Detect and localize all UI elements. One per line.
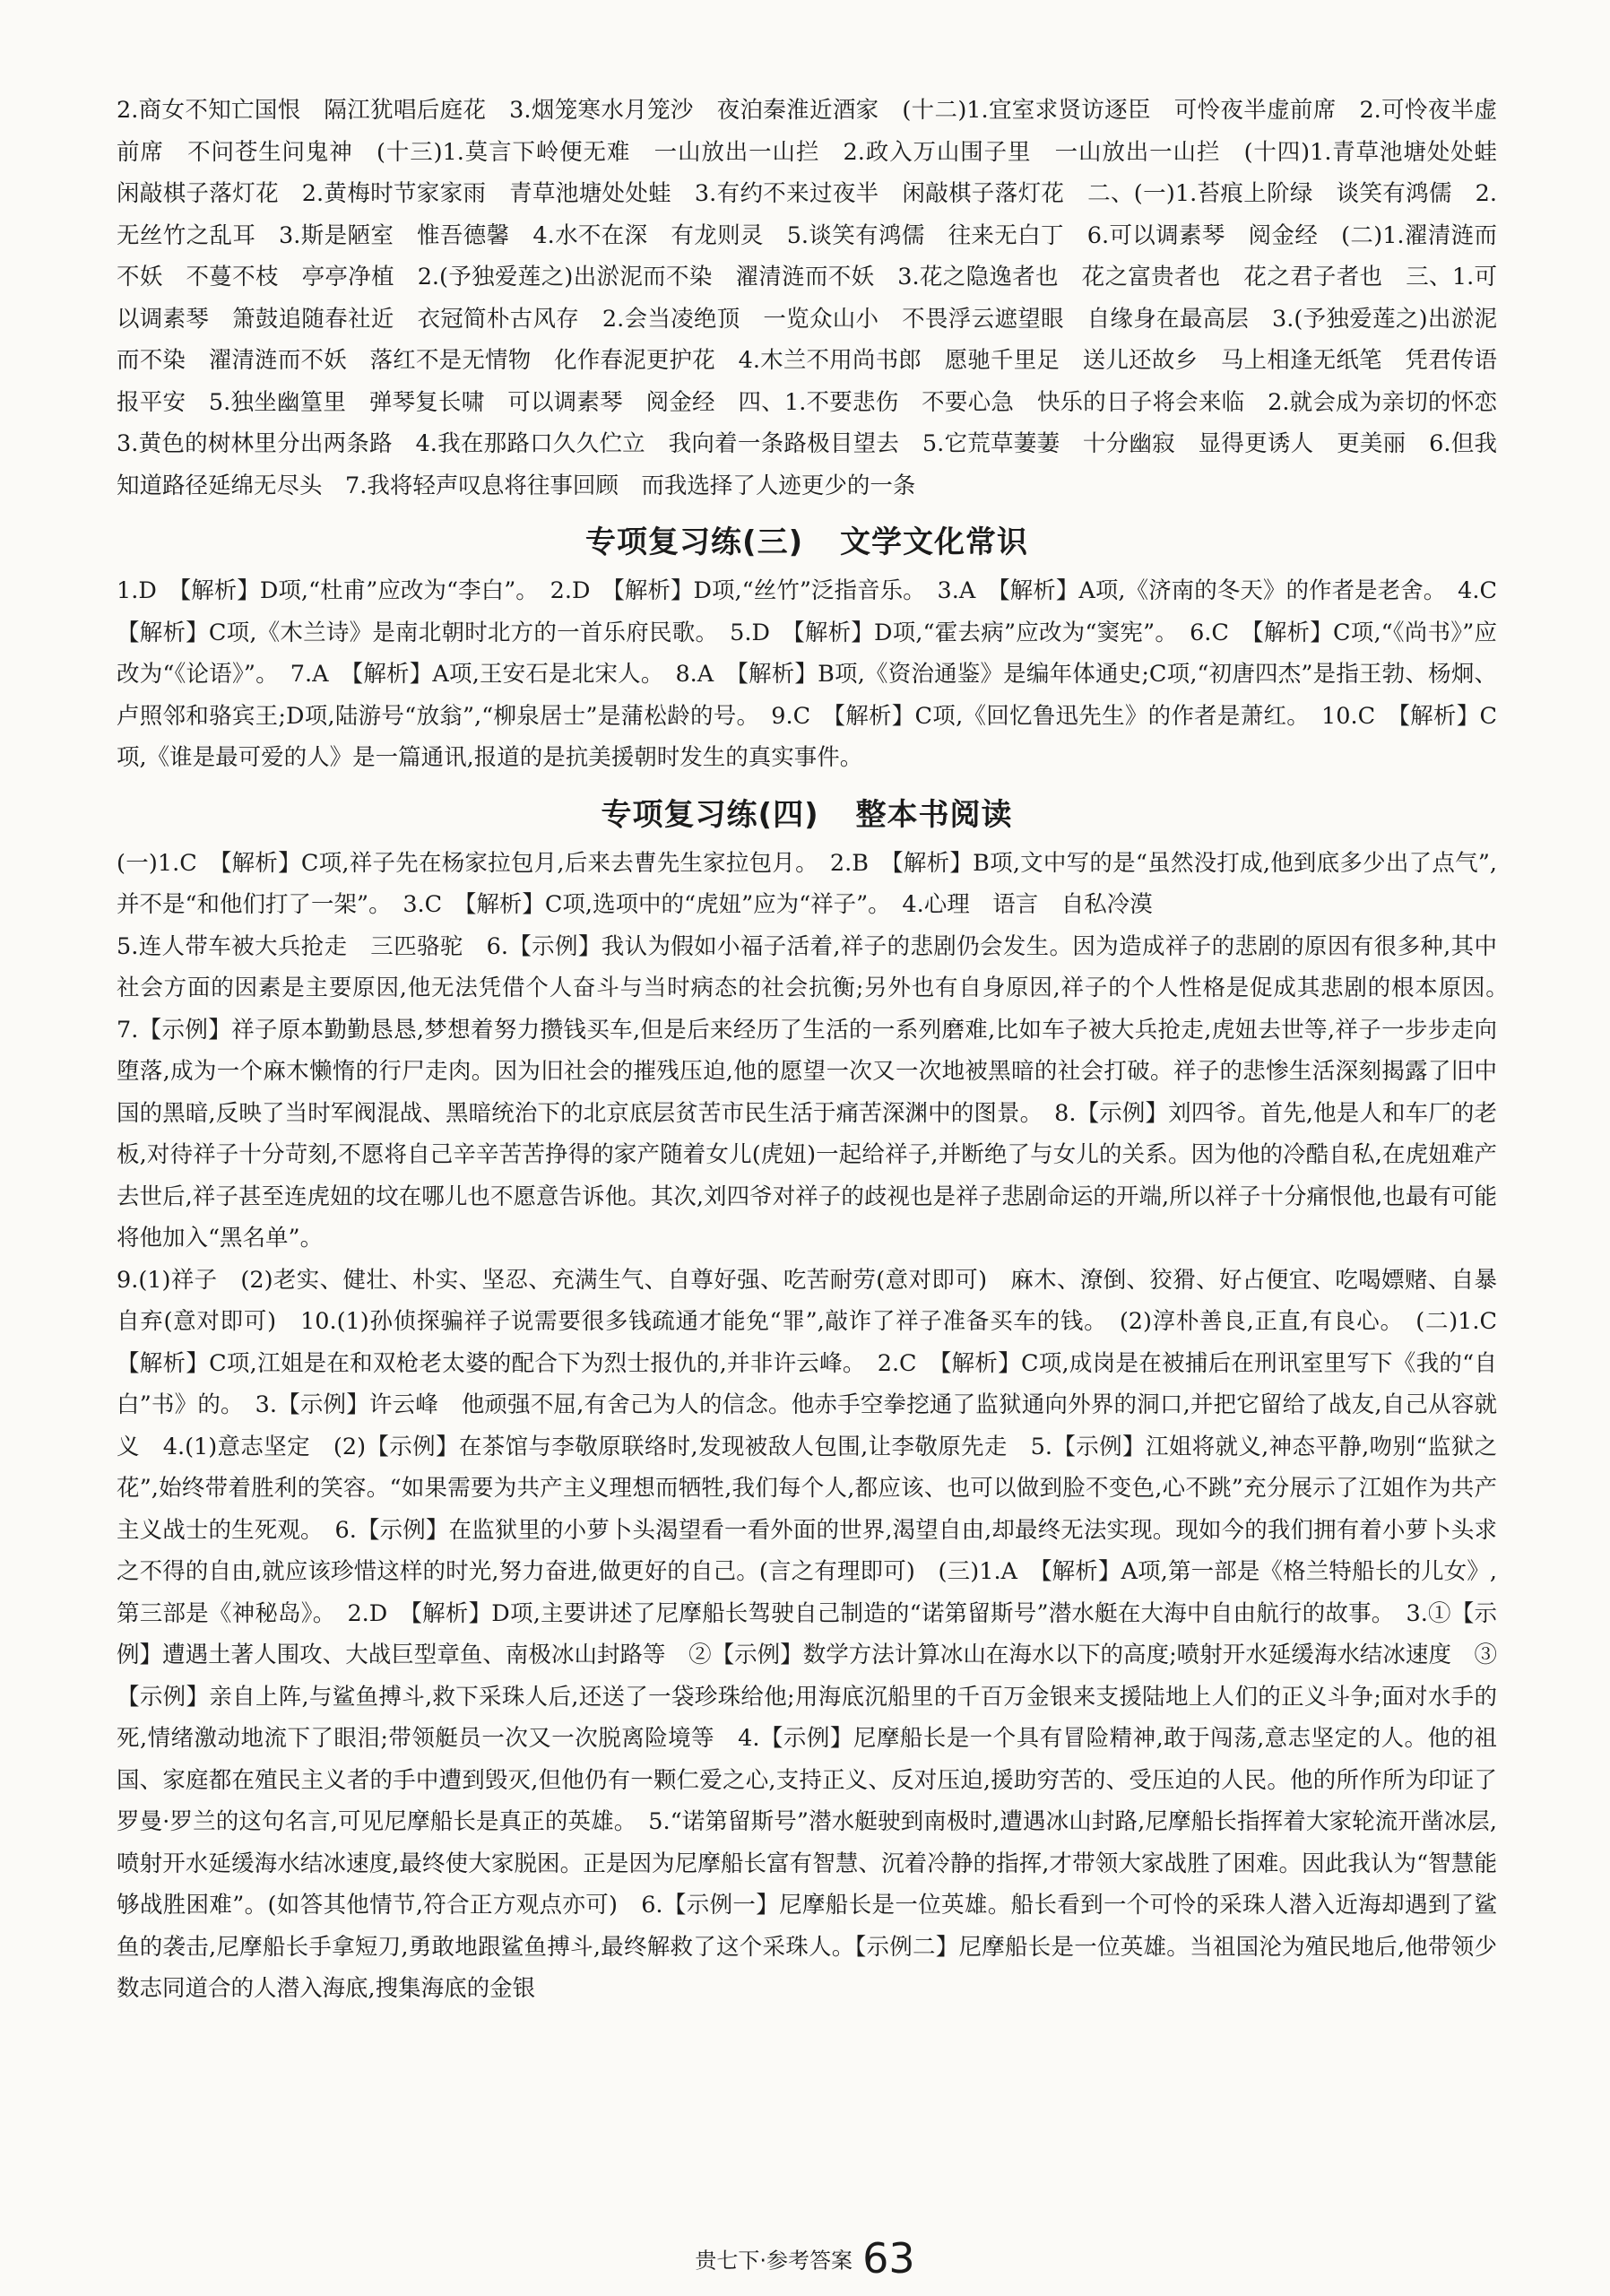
section-3-subtitle: 文学文化常识 <box>839 524 1028 560</box>
page-number: 63 <box>862 2234 915 2283</box>
footer-label: 贵七下·参考答案 <box>695 2248 853 2274</box>
section-3-answers: 1.D 【解析】D项,“杜甫”应改为“李白”。 2.D 【解析】D项,“丝竹”泛指音乐。 3.A 【解析】A项,《济南的冬天》的作者是老舍。 4.C 【解析】C项,《木兰诗》是南北朝时北方的一首乐府民歌。 5.D 【解析】D项,“霍去病”应改为“窦宪”。 6.C 【解析】C项,“《尚书》”应改为“《论语》”。 7.A 【解析】A项,王安石是北宋人。 8.A 【解析】B项,《资治通鉴》是编年体通史;C项,“初唐四杰”是指王勃、杨炯、卢照邻和骆宾王;D项,陆游号“放翁”,“柳泉居士”是蒲松龄的号。 9.C 【解析】C项,《回忆鲁迅先生》的作者是萧红。 10.C 【解析】C项,《谁是最可爱的人》是一篇通讯,报道的是抗美援朝时发生的真实事件。 <box>117 577 1520 771</box>
section-4-para-1: (一)1.C 【解析】C项,祥子先在杨家拉包月,后来去曹先生家拉包月。 2.B 【解析】B项,文中写的是“虽然没打成,他到底多少出了点气”,并不是“和他们打了一架”。 3.C 【解析】C项,选项中的“虎妞”应为“祥子”。 4.心理 语言 自私冷漠 <box>117 849 1497 918</box>
answer-page <box>117 90 1520 2010</box>
section-3-title: 专项复习练(三) <box>585 524 804 560</box>
section-4-subtitle: 整本书阅读 <box>855 796 1013 833</box>
section-4-para-3: 9.(1)祥子 (2)老实、健壮、朴实、坚忍、充满生气、自尊好强、吃苦耐劳(意对即可) 麻木、潦倒、狡猾、好占便宜、吃喝嫖赌、自暴自弃(意对即可) 10.(1)孙侦探骗祥子说需要很多钱疏通才能免“罪”,敲诈了祥子准备买车的钱。 (2)淳朴善良,正直,有良心。 (二)1.C 【解析】C项,江姐是在和双枪老太婆的配合下为烈士报仇的,并非许云峰。 2.C 【解析】C项,成岗是在被捕后在刑讯室里写下《我的“自白”书》的。 3.【示例】许云峰 他顽强不屈,有舍己为人的信念。他赤手空拳挖通了监狱通向外界的洞口,并把它留给了战友,自己从容就义 4.(1)意志坚定 (2)【示例】在茶馆与李敬原联络时,发现被敌人包围,让李敬原先走 5.【示例】江姐将就义,神态平静,吻别“监狱之花”,始终带着胜利的笑容。“如果需要为共产主义理想而牺牲,我们每个人,都应该、也可以做到脸不变色,心不跳”充分展示了江姐作为共产主义战士的生死观。 6.【示例】在监狱里的小萝卜头渴望看一看外面的世界,渴望自由,却最终无法实现。现如今的我们拥有着小萝卜头求之不得的自由,就应该珍惜这样的时光,努力奋进,做更好的自己。(言之有理即可) (三)1.A 【解析】A项,第一部是《格兰特船长的儿女》,第三部是《神秘岛》。 2.D 【解析】D项,主要讲述了尼摩船长驾驶自己制造的“诺第留斯号”潜水艇在大海中自由航行的故事。 3.①【示例】遭遇土著人围攻、大战巨型章鱼、南极冰山封路等 ②【示例】数学方法计算冰山在海水以下的高度;喷射开水延缓海水结冰速度 ③【示例】亲自上阵,与鲨鱼搏斗,救下采珠人后,还送了一袋珍珠给他;用海底沉船里的千百万金银来支援陆地上人们的正义斗争;面对水手的死,情绪激动地流下了眼泪;带领艇员一次又一次脱离险境等 4.【示例】尼摩船长是一个具有冒险精神,敢于闯荡,意志坚定的人。他的祖国、家庭都在殖民主义者的手中遭到毁灭,但他仍有一颗仁爱之心,支持正义、反对压迫,援助穷苦的、受压迫的人民。他的所作所为印证了罗曼·罗兰的这句名言,可见尼摩船长是真正的英雄。 5.“诺第留斯号”潜水艇驶到南极时,遭遇冰山封路,尼摩船长指挥着大家轮流开凿冰层,喷射开水延缓海水结冰速度,最终使大家脱困。正是因为尼摩船长富有智慧、沉着冷静的指挥,才带领大家战胜了困难。因此我认为“智慧能够战胜困难”。(如答其他情节,符合正方观点亦可) 6.【示例一】尼摩船长是一位英雄。船长看到一个可怜的采珠人潜入近海却遇到了鲨鱼的袭击,尼摩船长手拿短刀,勇敢地跟鲨鱼搏斗,最终解救了这个采珠人。【示例二】尼摩船长是一位英雄。当祖国沦为殖民地后,他带领少数志同道合的人潜入海底,搜集海底的金银 <box>117 1266 1520 2002</box>
section-4-title: 专项复习练(四) <box>601 796 819 833</box>
poetry-answers-text: 2.商女不知亡国恨 隔江犹唱后庭花 3.烟笼寒水月笼沙 夜泊秦淮近酒家 (十二)1.宜室求贤访逐臣 可怜夜半虚前席 2.可怜夜半虚前席 不问苍生问鬼神 (十三)1.莫言下岭便无难 一山放出一山拦 2.政入万山围子里 一山放出一山拦 (十四)1.青草池塘处处蛙 闲敲棋子落灯花 2.黄梅时节家家雨 青草池塘处处蛙 3.有约不来过夜半 闲敲棋子落灯花 二、(一)1.苔痕上阶绿 谈笑有鸿儒 2.无丝竹之乱耳 3.斯是陋室 惟吾德馨 4.水不在深 有龙则灵 5.谈笑有鸿儒 往来无白丁 6.可以调素琴 阅金经 (二)1.濯清涟而不妖 不蔓不枝 亭亭净植 2.(予独爱莲之)出淤泥而不染 濯清涟而不妖 3.花之隐逸者也 花之富贵者也 花之君子者也 三、1.可以调素琴 箫鼓追随春社近 衣冠简朴古风存 2.会当凌绝顶 一览众山小 不畏浮云遮望眼 自缘身在最高层 3.(予独爱莲之)出淤泥而不染 濯清涟而不妖 落红不是无情物 化作春泥更护花 4.木兰不用尚书郎 愿驰千里足 送儿还故乡 马上相逢无纸笔 凭君传语报平安 5.独坐幽篁里 弹琴复长啸 可以调素琴 阅金经 四、1.不要悲伤 不要心急 快乐的日子将会来临 2.就会成为亲切的怀恋 3.黄色的树林里分出两条路 4.我在那路口久久伫立 我向着一条路极目望去 5.它荒草萋萋 十分幽寂 显得更诱人 更美丽 6.但我知道路径延绵无尽头 7.我将轻声叹息将往事回顾 而我选择了人迹更少的一条 <box>117 97 1520 499</box>
section-4-para-2: 5.连人带车被大兵抢走 三匹骆驼 6.【示例】我认为假如小福子活着,祥子的悲剧仍会发生。因为造成祥子的悲剧的原因有很多种,其中社会方面的因素是主要原因,他无法凭借个人奋斗与当时病态的社会抗衡;另外也有自身原因,祥子的个人性格是促成其悲剧的根本原因。 7.【示例】祥子原本勤勤恳恳,梦想着努力攒钱买车,但是后来经历了生活的一系列磨难,比如车子被大兵抢走,虎妞去世等,祥子一步步走向堕落,成为一个麻木懒惰的行尸走肉。因为旧社会的摧残压迫,他的愿望一次又一次地被黑暗的社会打破。祥子的悲惨生活深刻揭露了旧中国的黑暗,反映了当时军阀混战、黑暗统治下的北京底层贫苦市民生活于痛苦深渊中的图景。 8.【示例】刘四爷。首先,他是人和车厂的老板,对待祥子十分苛刻,不愿将自己辛辛苦苦挣得的家产随着女儿(虎妞)一起给祥子,并断绝了与女儿的关系。因为他的冷酷自私,在虎妞难产去世后,祥子甚至连虎妞的坟在哪儿也不愿意告诉他。其次,刘四爷对祥子的歧视也是祥子悲剧命运的开端,所以祥子十分痛恨他,也最有可能将他加入“黑名单”。 <box>117 932 1520 1252</box>
section-4-heading <box>117 790 1497 834</box>
section-3-heading <box>117 517 1497 561</box>
page-footer <box>0 2234 1610 2283</box>
